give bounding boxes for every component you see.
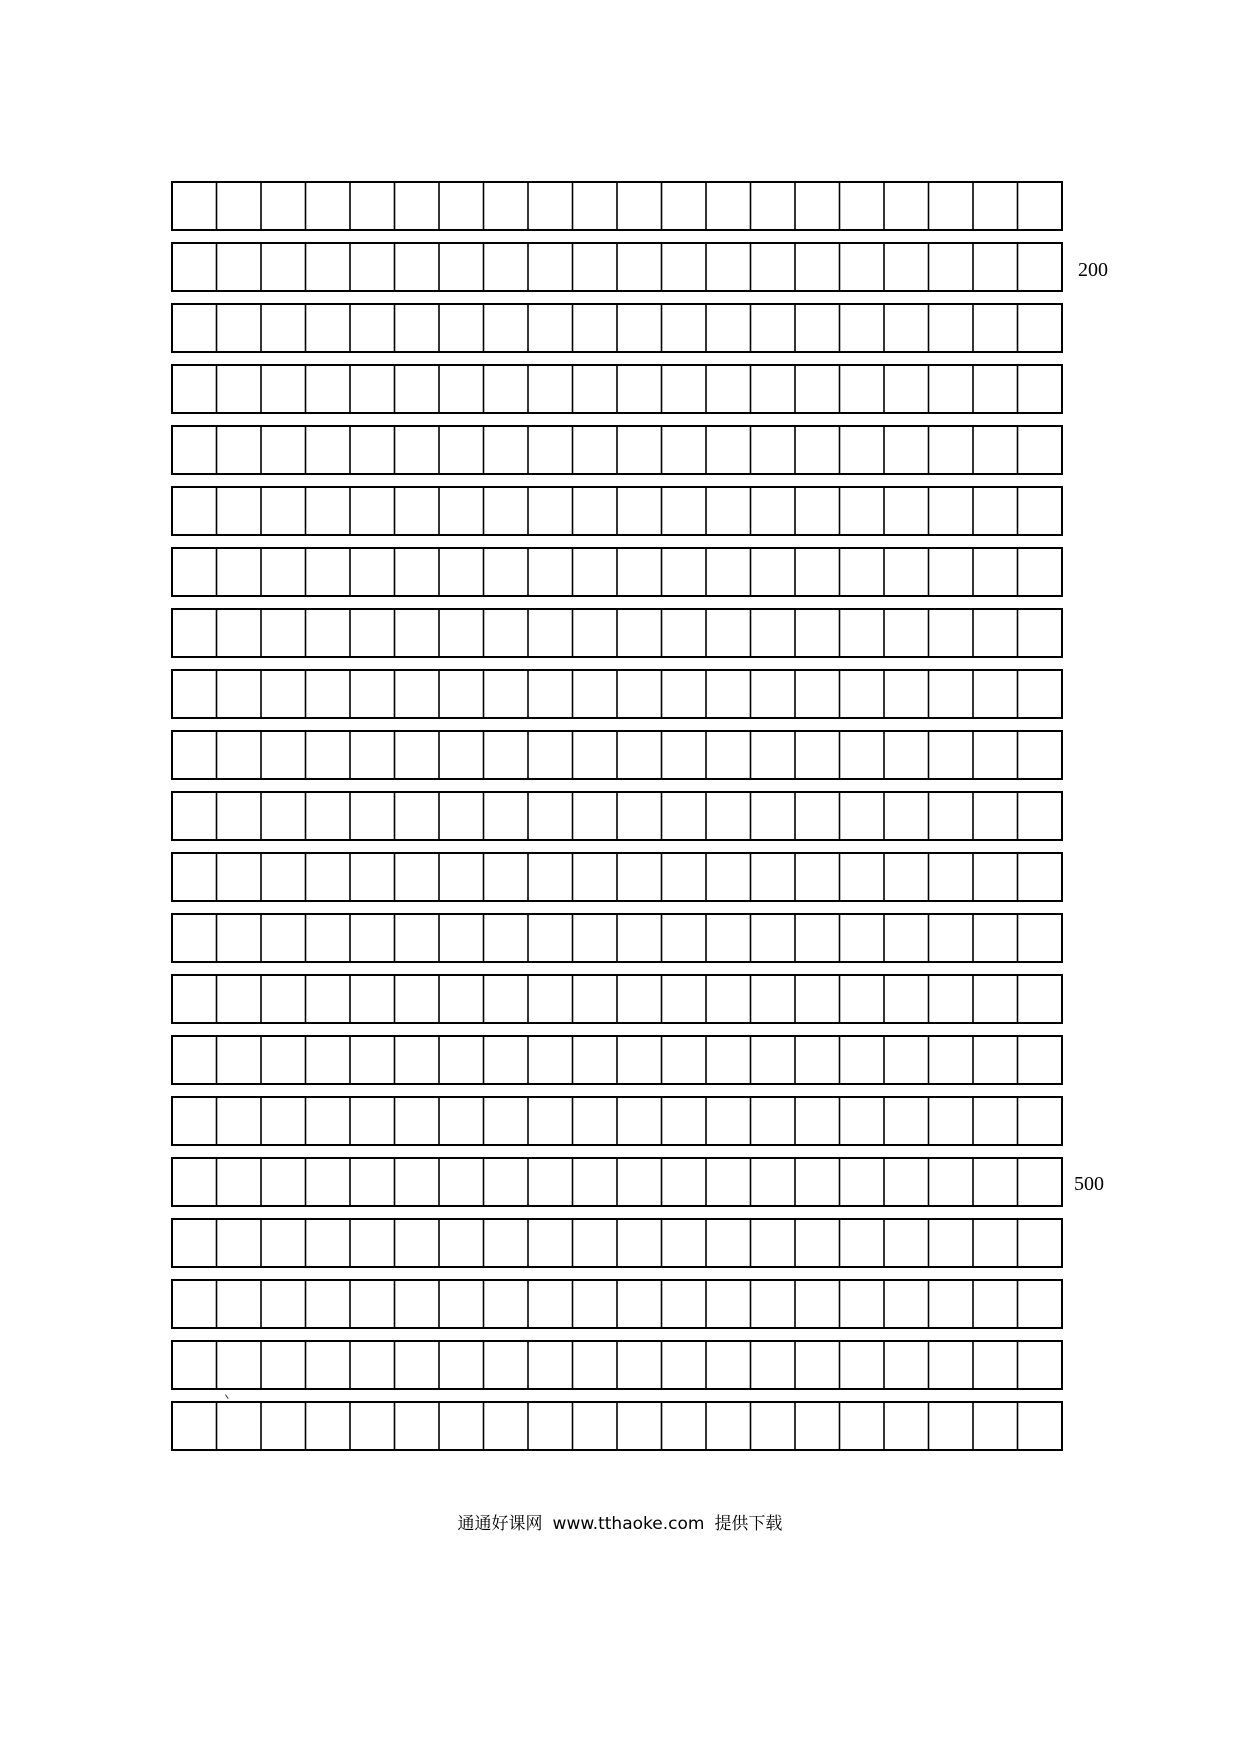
- grid-row: [172, 1341, 1062, 1389]
- grid-row: [172, 548, 1062, 596]
- grid-row: [172, 243, 1062, 291]
- footer-suffix: 提供下载: [714, 1514, 783, 1534]
- footer-credit: [0, 1514, 1240, 1534]
- grid-row: [172, 609, 1062, 657]
- grid-row: [172, 1036, 1062, 1084]
- grid-row: [172, 670, 1062, 718]
- grid-row: [172, 487, 1062, 535]
- word-count-marker-200: 200: [1078, 259, 1108, 281]
- footer-url: www.tthaoke.com: [552, 1514, 705, 1534]
- grid-row: [172, 1097, 1062, 1145]
- grid-row: [172, 365, 1062, 413]
- grid-row: [172, 1280, 1062, 1328]
- grid-row: [172, 975, 1062, 1023]
- grid-row: [172, 853, 1062, 901]
- word-count-marker-500: 500: [1074, 1173, 1104, 1195]
- grid-row: [172, 792, 1062, 840]
- grid-row: [172, 426, 1062, 474]
- grid-row: [172, 1219, 1062, 1267]
- grid-row: [172, 731, 1062, 779]
- grid-row: [172, 182, 1062, 230]
- footer-site-name: 通通好课网: [457, 1514, 543, 1534]
- grid-row: [172, 1158, 1062, 1206]
- grid-row: [172, 304, 1062, 352]
- grid-row: [172, 914, 1062, 962]
- grid-row: [172, 1402, 1062, 1450]
